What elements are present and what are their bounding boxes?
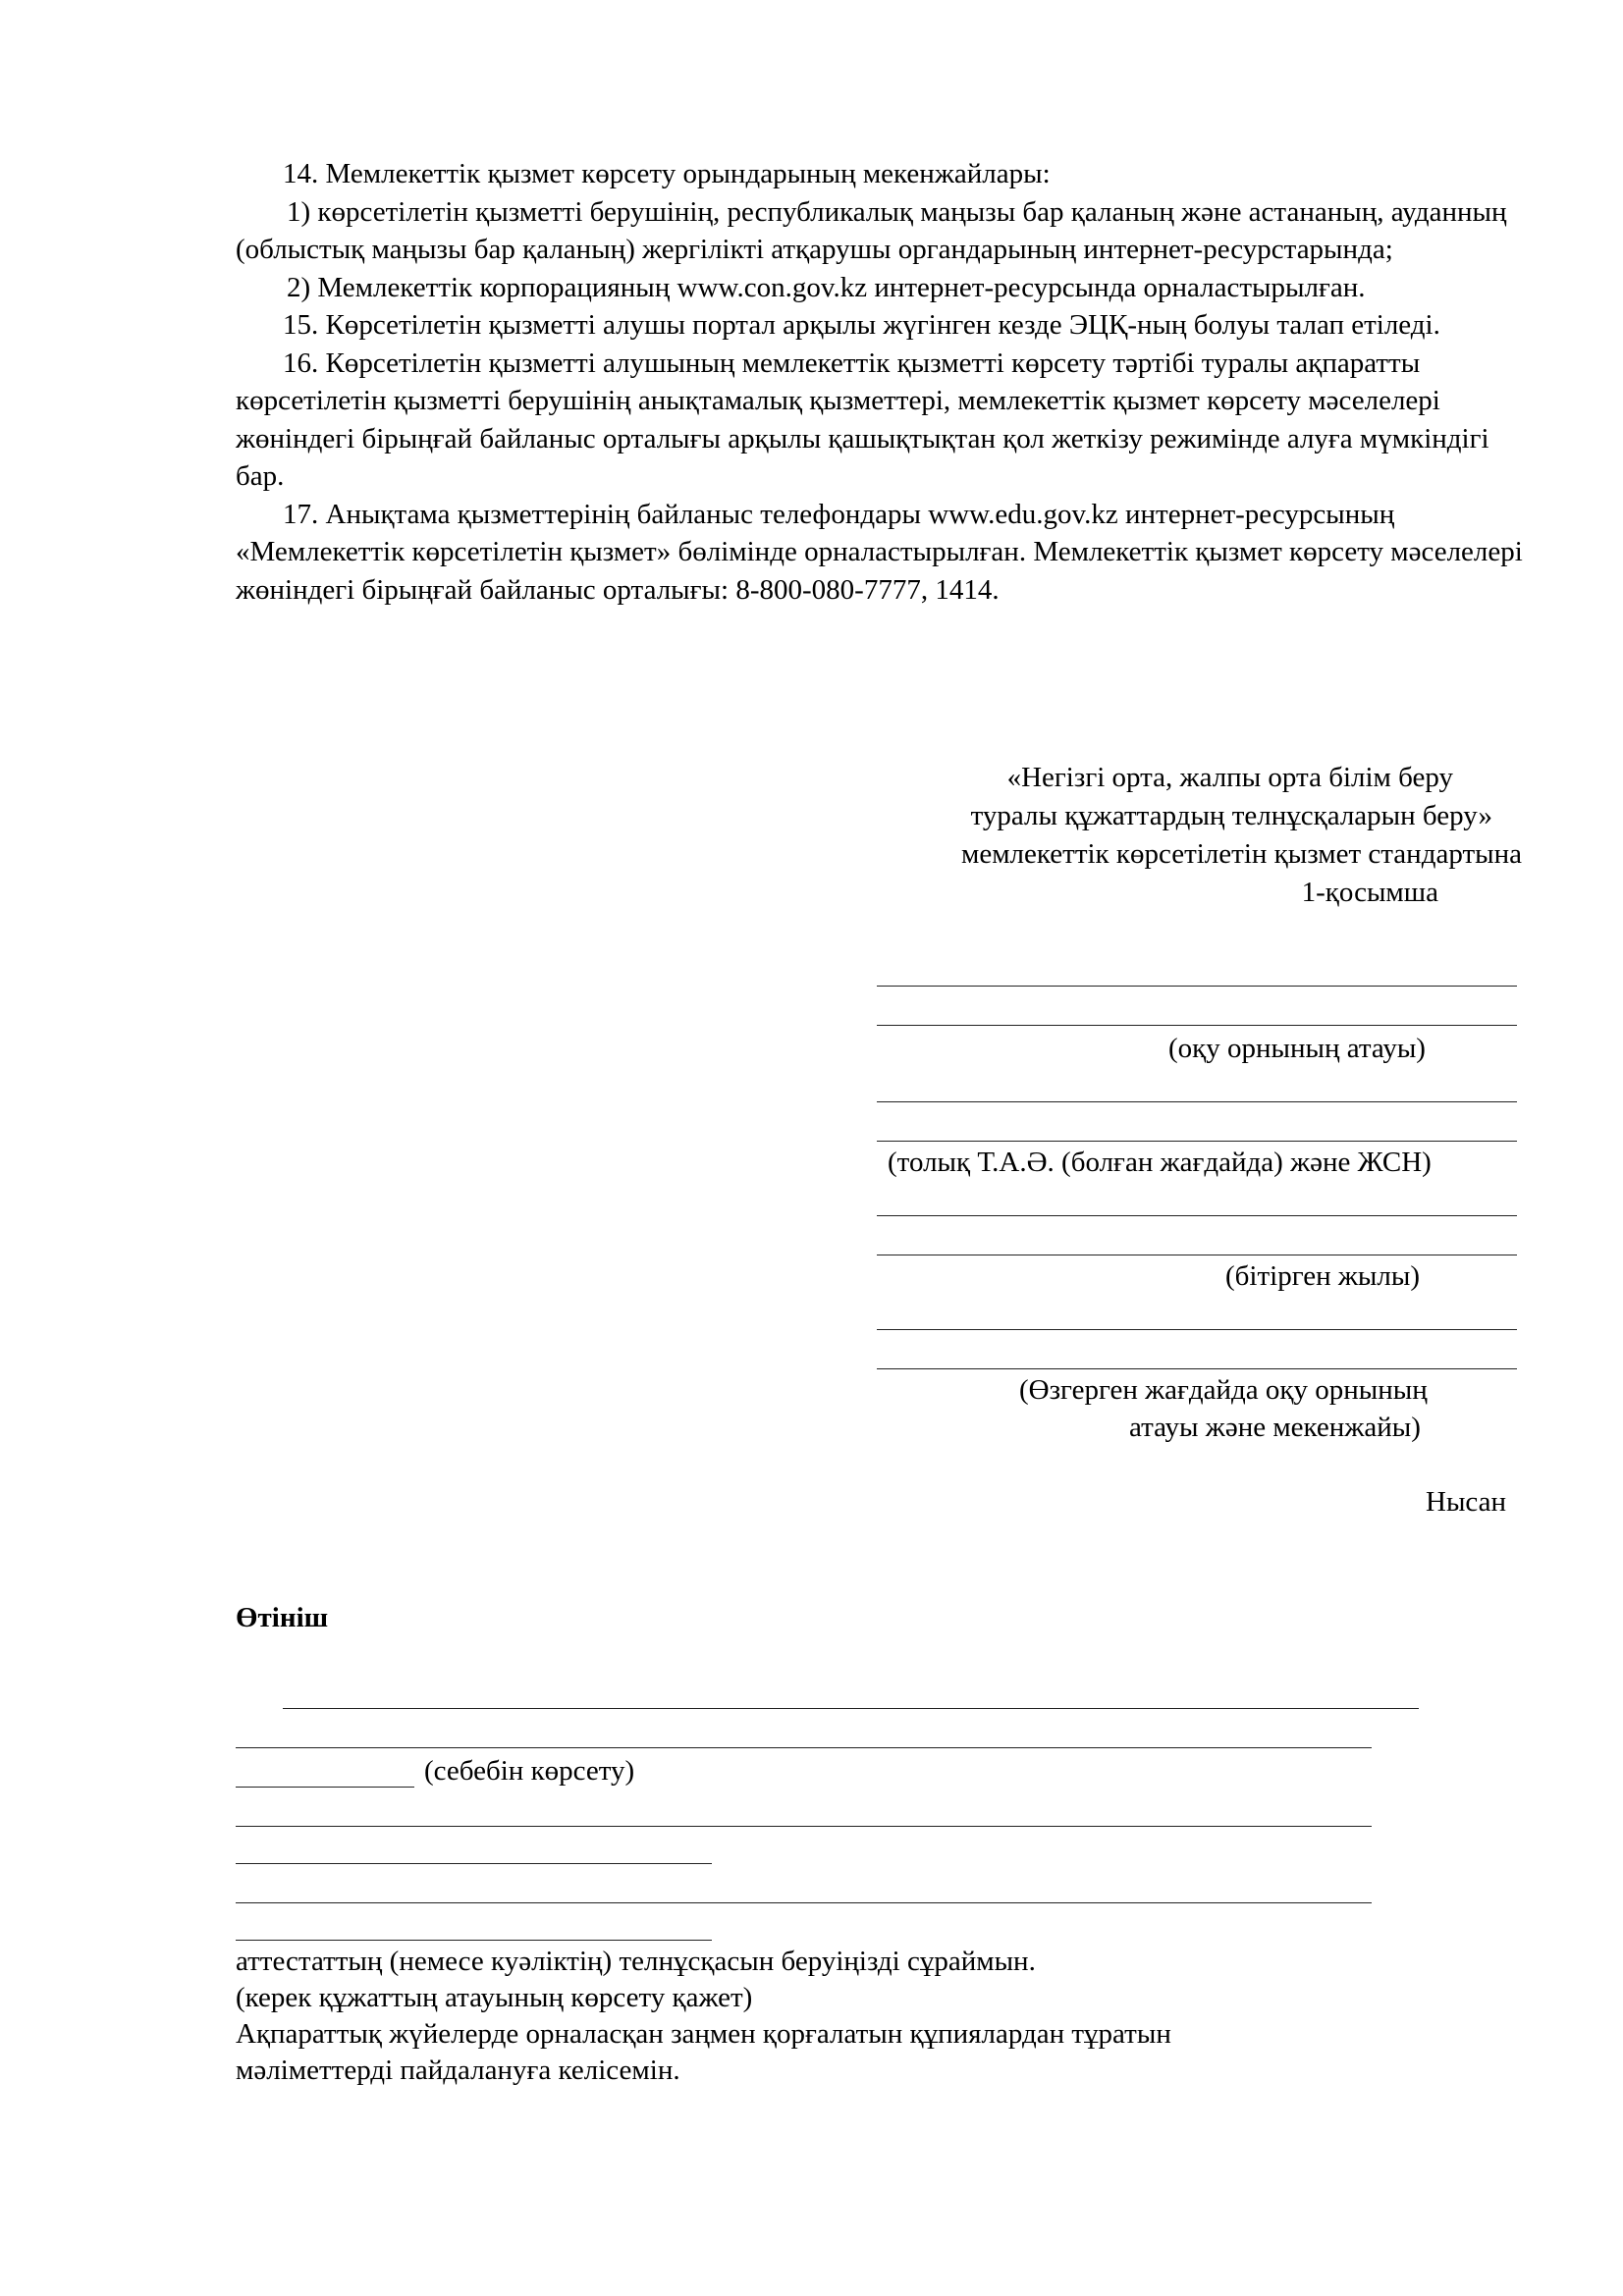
full-name-caption: (толық Т.А.Ә. (болған жағдайда) және ЖСН) [888, 1147, 1432, 1178]
appendix-heading [854, 759, 1532, 912]
school-line-2[interactable] [877, 1025, 1517, 1026]
reason-line-4[interactable] [236, 1826, 1372, 1827]
application-title: Өтініш [236, 1602, 329, 1633]
paragraph-14-item-1: 1) көрсетілетін қызметті берушінің, республикалық маңызы бар қаланың және астананың, ауданның (облыстық маңызы бар қаланың) жергілікті атқарушы органдарының интернет-ресурстарында; [236, 195, 1507, 265]
standard-body-text [236, 155, 1527, 609]
form-label: Нысан [1426, 1486, 1507, 1518]
appendix-line-3: мемлекеттік көрсетілетін қызмет стандартына [960, 838, 1522, 870]
changed-school-caption-2: атауы және мекенжайы) [1129, 1412, 1421, 1443]
appendix-line-1: «Негізгі орта, жалпы орта білім беру [1006, 762, 1453, 793]
request-line: аттестаттың (немесе куәліктің) телнұсқасын беруіңізді сұраймын. [236, 1946, 1036, 1977]
paragraph-15: 15. Көрсетілетін қызметті алушы портал арқылы жүгінген кезде ЭЦҚ-ның болуы талап етіледі. [283, 309, 1440, 341]
reason-caption: (себебін көрсету) [424, 1755, 635, 1787]
paragraph-14: 14. Мемлекеттік қызмет көрсету орындарының мекенжайлары: [283, 158, 1051, 189]
changed-line-2[interactable] [877, 1368, 1517, 1369]
appendix-line-2: туралы құжаттардың телнұсқаларын беру» [970, 800, 1492, 831]
reason-line-7[interactable] [236, 1940, 712, 1941]
consent-statement: Ақпараттық жүйелерде орналасқан заңмен қорғалатын құпиялардан тұратын мәліметтерді пайдалануға келісемін. [236, 2018, 1171, 2086]
school-name-caption: (оқу орнының атауы) [1168, 1033, 1426, 1064]
name-line-2[interactable] [877, 1141, 1517, 1142]
document-note: (керек құжаттың атауының көрсету қажет) [236, 1982, 753, 2013]
name-line-1[interactable] [877, 1101, 1517, 1102]
reason-line-1[interactable] [283, 1708, 1419, 1709]
reason-line-6[interactable] [236, 1902, 1372, 1903]
graduation-year-caption: (бітірген жылы) [1225, 1260, 1420, 1292]
reason-line-5[interactable] [236, 1863, 712, 1864]
reason-line-2[interactable] [236, 1747, 1372, 1748]
paragraph-17: 17. Анықтама қызметтерінің байланыс телефондары www.edu.gov.kz интернет-ресурсының «Мемлекеттік көрсетілетін қызмет» бөлімінде орналастырылған. Мемлекеттік қызмет көрсету мәселелері жөніндегі бірыңғай байланыс орталығы: 8-800-080-7777, 1414. [236, 498, 1523, 606]
appendix-line-4: 1-қосымша [1301, 877, 1438, 908]
year-line-1[interactable] [877, 1215, 1517, 1216]
changed-school-caption-1: (Өзгерген жағдайда оқу орнының [1019, 1374, 1428, 1406]
reason-line-3[interactable] [236, 1787, 414, 1788]
paragraph-16: 16. Көрсетілетін қызметті алушының мемлекеттік қызметті көрсету тәртібі туралы ақпаратты көрсетілетін қызметті берушінің анықтамалық қызметтері, мемлекеттік қызмет көрсету мәселелері жөніндегі бірыңғай байланыс орталығы арқылы қашықтықтан қол жеткізу режимінде алуға мүмкіндігі бар. [236, 347, 1489, 492]
school-line-1[interactable] [877, 986, 1517, 987]
paragraph-14-item-2: 2) Мемлекеттік корпорацияның www.con.gov.kz интернет-ресурсында орналастырылған. [287, 271, 1366, 303]
changed-line-1[interactable] [877, 1329, 1517, 1330]
